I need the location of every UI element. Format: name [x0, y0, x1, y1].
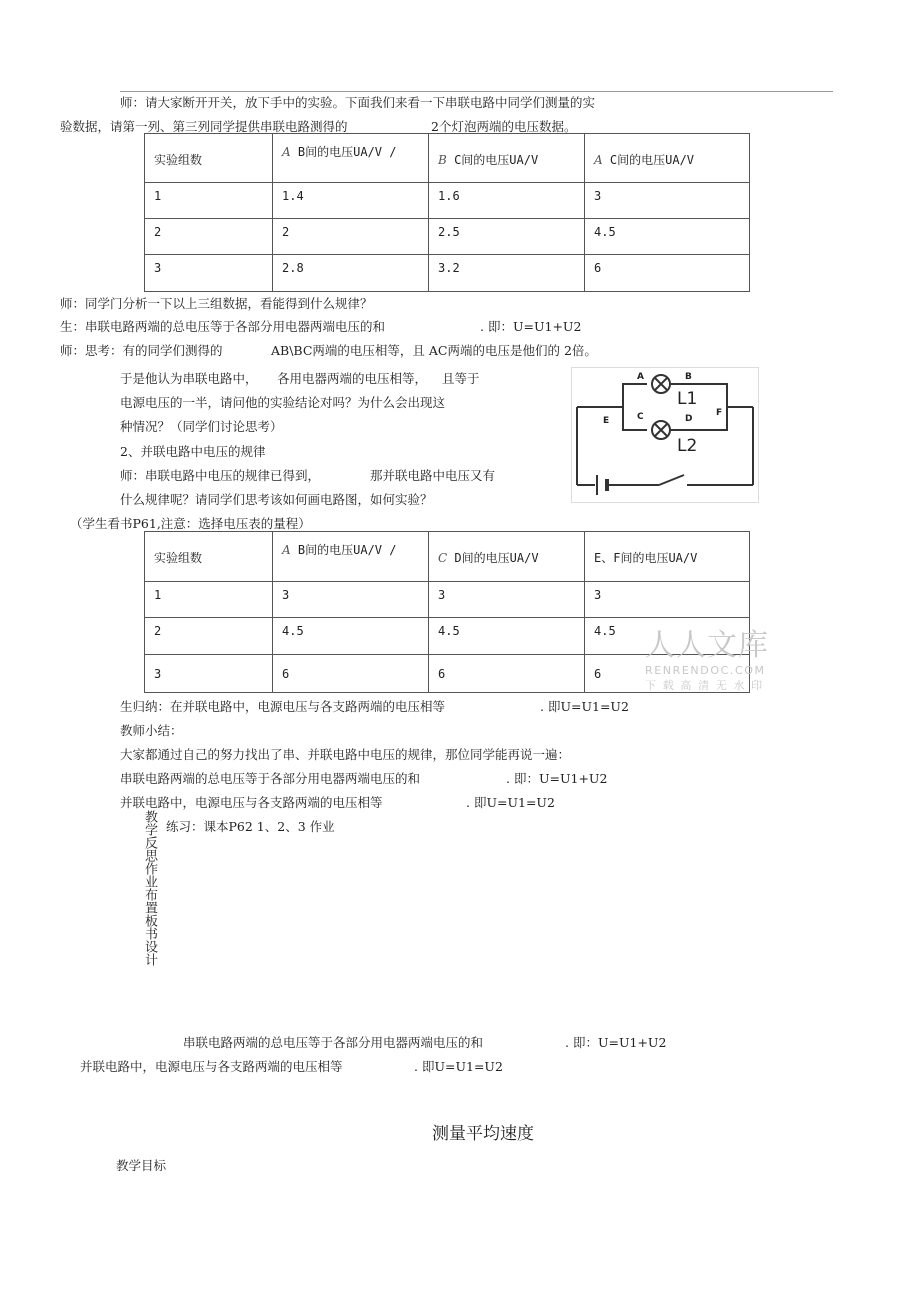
table-cell: 1: [145, 183, 273, 219]
text-line: 串联电路两端的总电压等于各部分用电器两端电压的和: [183, 1035, 484, 1050]
node-label: F: [716, 408, 723, 418]
lamp-label: L1: [677, 389, 698, 409]
text-line: 种情况？（同学们讨论思考）: [120, 419, 283, 434]
text-line: . 即U=U1=U2: [466, 795, 555, 810]
text-line: 生：串联电路两端的总电压等于各部分用电器两端电压的和: [60, 319, 386, 334]
text-line: 什么规律呢？请同学们思考该如何画电路图，如何实验？: [120, 492, 433, 507]
table-cell: 3.2: [429, 255, 585, 292]
table-cell: 6: [273, 655, 429, 693]
node-label: D: [685, 414, 693, 424]
table-cell: 2: [145, 219, 273, 255]
table-header-cell: A B间的电压UA/V /: [273, 134, 429, 183]
text-line: . 即：U=U1+U2: [480, 319, 582, 334]
text-line: AB\BC两端的电压相等，且 AC两端的电压是他们的 2倍。: [271, 343, 597, 358]
text-line: 练习：课本P62 1、2、3 作业: [166, 819, 335, 834]
node-label: B: [685, 372, 692, 382]
text-line: 于是他认为串联电路中，: [120, 371, 258, 386]
text-line: 大家都通过自己的努力找出了串、并联电路中电压的规律，那位同学能再说一遍：: [120, 747, 571, 762]
top-rule: [120, 91, 833, 92]
node-label: A: [637, 372, 644, 382]
table-row: [145, 255, 750, 292]
table-header-cell: 实验组数: [145, 532, 273, 582]
text-line: 电源电压的一半，请问他的实验结论对吗？为什么会出现这: [120, 395, 446, 410]
parallel-circuit-diagram: [571, 367, 759, 503]
watermark-site: RENRENDOC.COM: [645, 664, 766, 677]
table-cell: 6: [585, 655, 750, 693]
text-line: 且等于: [442, 371, 480, 386]
table-row: [145, 183, 750, 219]
text-line: 生归纳：在并联电路中，电源电压与各支路两端的电压相等: [120, 699, 446, 714]
text-line: 各用电器两端的电压相等，: [277, 371, 428, 386]
table-cell: 3: [145, 655, 273, 693]
node-label: E: [603, 416, 610, 426]
table-header-cell: B C间的电压UA/V: [429, 134, 585, 183]
table-cell: 6: [585, 255, 750, 292]
text-line: 师：思考：有的同学们测得的: [60, 343, 223, 358]
text-line: 串联电路两端的总电压等于各部分用电器两端电压的和: [120, 771, 421, 786]
table-header-cell: A B间的电压UA/V /: [273, 532, 429, 582]
table-cell: 1.6: [429, 183, 585, 219]
text-line: 教师小结：: [120, 723, 183, 738]
table-cell: 6: [429, 655, 585, 693]
text-line: 师：串联电路中电压的规律已得到，: [120, 468, 321, 483]
table-header-cell: A C间的电压UA/V: [585, 134, 750, 183]
table-header-cell: 实验组数: [145, 134, 273, 183]
table-cell: 3: [273, 582, 429, 618]
table-cell: 2: [273, 219, 429, 255]
table-cell: 1.4: [273, 183, 429, 219]
text-line: 师：请大家断开开关，放下手中的实验。下面我们来看一下串联电路中同学们测量的实: [120, 95, 596, 110]
table-cell: 2: [145, 618, 273, 655]
table-cell: 2.8: [273, 255, 429, 292]
text-line: 师：同学门分析一下以上三组数据，看能得到什么规律？: [60, 296, 373, 311]
table-row: [145, 219, 750, 255]
watermark-brand: 人人文库: [645, 628, 769, 663]
table-header-cell: C D间的电压UA/V: [429, 532, 585, 582]
text-line: . 即：U=U1+U2: [565, 1035, 667, 1050]
text-line: 教学目标: [116, 1158, 167, 1173]
table-cell: 1: [145, 582, 273, 618]
table-cell: 4.5: [585, 219, 750, 255]
lamp-label: L2: [677, 436, 698, 456]
table-cell: 3: [585, 582, 750, 618]
text-line: 那并联电路中电压又有: [370, 468, 496, 483]
text-line: 并联电路中，电源电压与各支路两端的电压相等: [120, 795, 383, 810]
text-line: . 即：U=U1+U2: [506, 771, 608, 786]
table-cell: 4.5: [585, 618, 750, 655]
table-cell: 3: [585, 183, 750, 219]
node-label: C: [637, 412, 644, 422]
table-cell: 4.5: [273, 618, 429, 655]
text-line: 并联电路中，电源电压与各支路两端的电压相等: [80, 1059, 343, 1074]
section-title: 测量平均速度: [432, 1124, 534, 1144]
text-line: 2个灯泡两端的电压数据。: [431, 119, 577, 134]
table-row: [145, 582, 750, 618]
section-heading: 2、并联电路中电压的规律: [120, 444, 266, 459]
table-header-cell: E、F间的电压UA/V: [585, 532, 750, 582]
text-line: . 即U=U1=U2: [414, 1059, 503, 1074]
watermark: [645, 620, 769, 693]
side-label-vertical: 教学反思作业布置板书设计: [142, 810, 157, 966]
table-cell: 4.5: [429, 618, 585, 655]
series-voltage-table: [144, 133, 750, 292]
text-line: 验数据，请第一列、第三列同学提供串联电路测得的: [60, 119, 348, 134]
table-cell: 3: [429, 582, 585, 618]
table-cell: 2.5: [429, 219, 585, 255]
text-line: . 即U=U1=U2: [540, 699, 629, 714]
table-cell: 3: [145, 255, 273, 292]
watermark-tagline: 下 载 高 清 无 水 印: [645, 679, 764, 692]
text-line: （学生看书P61,注意：选择电压表的量程）: [70, 516, 311, 531]
